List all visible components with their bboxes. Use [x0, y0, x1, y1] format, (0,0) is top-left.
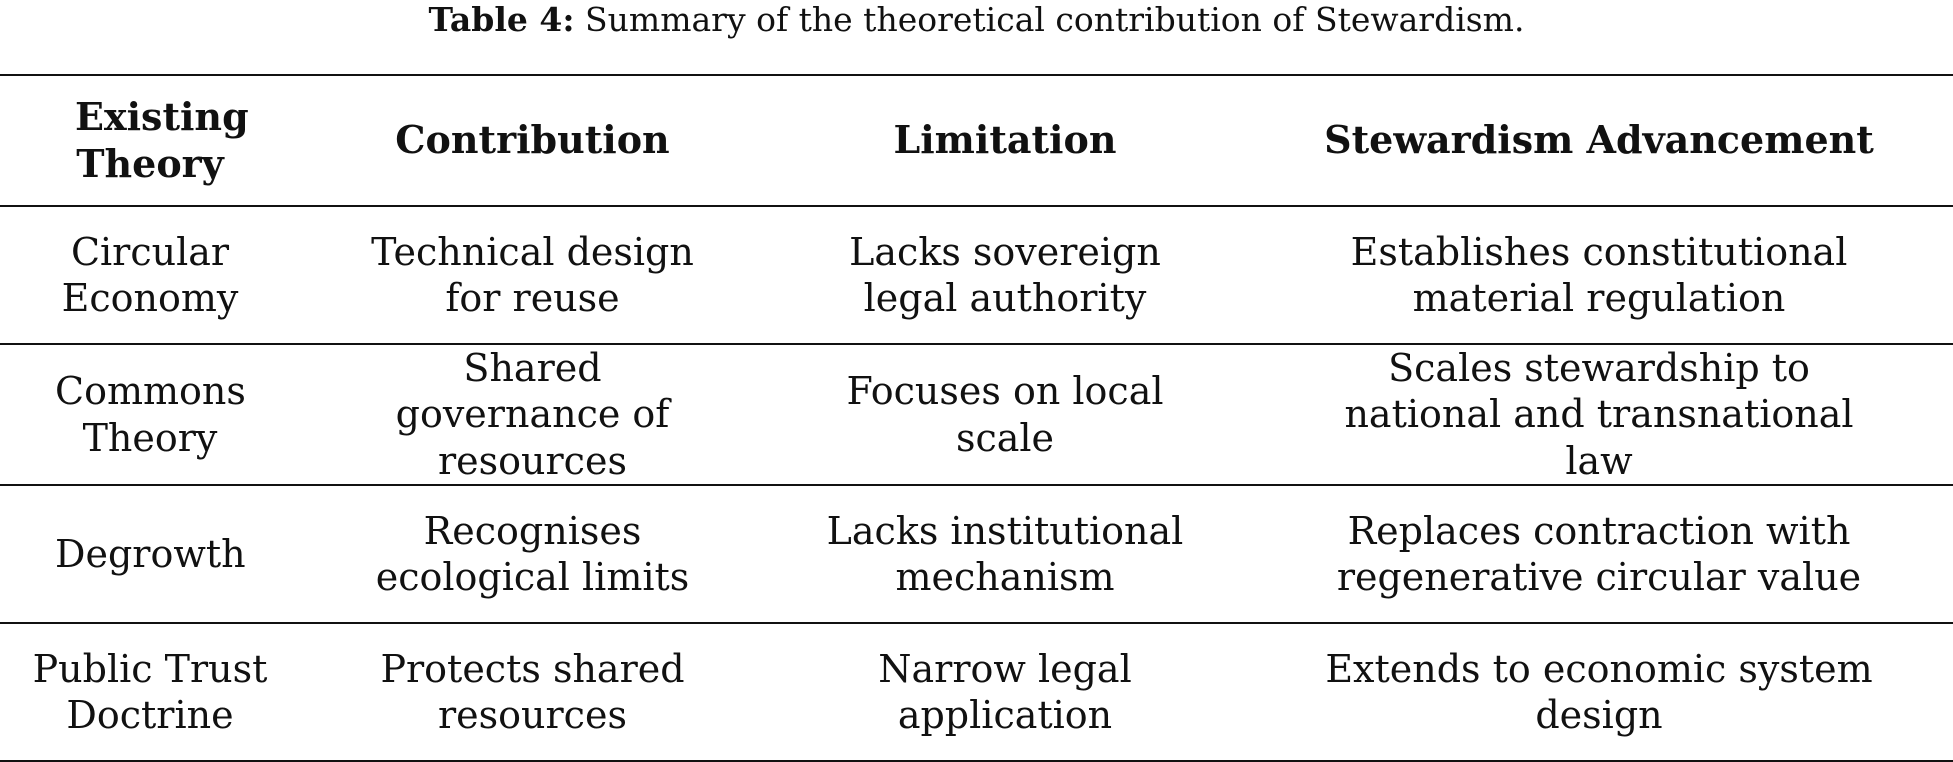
table-header — [0, 75, 1953, 206]
header-row — [0, 75, 1953, 206]
header-existing-theory: Existing Theory — [0, 75, 300, 206]
summary-table — [0, 74, 1953, 762]
cell-limitation: Lacks institutional mechanism — [765, 485, 1245, 623]
header-stewardism-advancement: Stewardism Advancement — [1245, 75, 1953, 206]
cell-existing-theory: Circular Economy — [0, 206, 300, 344]
table-caption — [0, 0, 1953, 44]
cell-stewardism-advancement: Replaces contraction with regenerative circular value — [1245, 485, 1953, 623]
cell-contribution: Shared governance of resources — [300, 344, 765, 485]
table-body — [0, 206, 1953, 761]
cell-contribution: Technical design for reuse — [300, 206, 765, 344]
caption-label: Table 4: — [428, 0, 575, 39]
cell-contribution: Protects shared resources — [300, 623, 765, 761]
cell-stewardism-advancement: Extends to economic system design — [1245, 623, 1953, 761]
table-row — [0, 206, 1953, 344]
cell-existing-theory: Public Trust Doctrine — [0, 623, 300, 761]
cell-limitation: Lacks sovereign legal authority — [765, 206, 1245, 344]
header-limitation: Limitation — [765, 75, 1245, 206]
header-contribution: Contribution — [300, 75, 765, 206]
table-row — [0, 623, 1953, 761]
cell-existing-theory: Degrowth — [0, 485, 300, 623]
table-row — [0, 344, 1953, 485]
cell-stewardism-advancement: Establishes constitutional material regulation — [1245, 206, 1953, 344]
caption-text: Summary of the theoretical contribution of Stewardism. — [585, 0, 1525, 39]
cell-existing-theory: Commons Theory — [0, 344, 300, 485]
cell-stewardism-advancement: Scales stewardship to national and transnational law — [1245, 344, 1953, 485]
table-row — [0, 485, 1953, 623]
cell-contribution: Recognises ecological limits — [300, 485, 765, 623]
cell-limitation: Focuses on local scale — [765, 344, 1245, 485]
cell-limitation: Narrow legal application — [765, 623, 1245, 761]
